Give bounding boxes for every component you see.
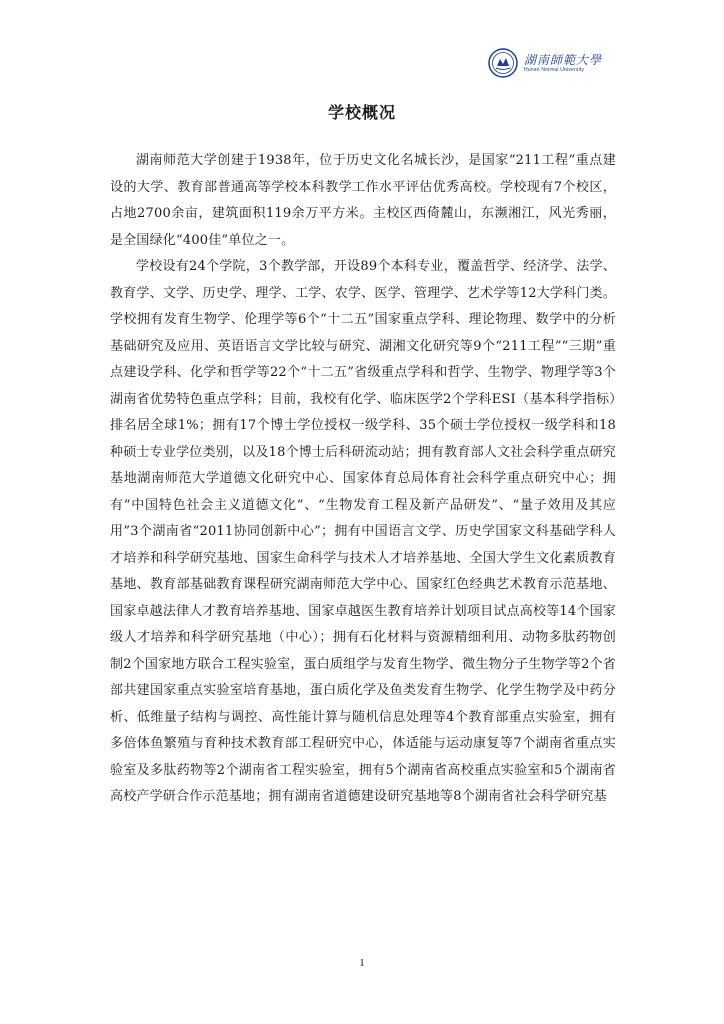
paragraph-disciplines: 学校设有24个学院，3个教学部，开设89个本科专业，覆盖哲学、经济学、法学、教育学、文学、历史学、理学、工学、农学、医学、管理学、艺术学等12大学科门类。学校拥有发育生物学、伦理学等6个“十二五”国家重点学科、理论物理、数学中的分析基础研究及应用、英语语言文学比较与研究、湖湘文化研究等9个“211工程”“三期”重点建设学科、化学和哲学等22个“十二五”省级重点学科和哲学、生物学、物理学等3个湖南省优势特色重点学科；目前，我校有化学、临床医学2个学科ESI（基本科学指标）排名居全球1%；拥有17个博士学位授权一级学科、35个硕士学位授权一级学科和18种硕士专业学位类别，以及18个博士后科研流动站；拥有教育部人文社会科学重点研究基地湖南师范大学道德文化研究中心、国家体育总局体育社会科学重点研究中心；拥有“中国特色社会主义道德文化”、“生物发育工程及新产品研发”、“量子效用及其应用”3个湖南省“2011协同创新中心”；拥有中国语言文学、历史学国家文科基础学科人才培养和科学研究基地、国家生命科学与技术人才培养基地、全国大学生文化素质教育基地、教育部基础教育课程研究湖南师范大学中心、国家红色经典艺术教育示范基地、国家卓越法律人才教育培养基地、国家卓越医生教育培养计划项目试点高校等14个国家级人才培养和科学研究基地（中心）；拥有石化材料与资源精细利用、动物多肽药物创制2个国家地方联合工程实验室，蛋白质组学与发育生物学、微生物分子生物学等2个省部共建国家重点实验室培育基地，蛋白质化学及鱼类发育生物学、化学生物学及中药分析、低维量子结构与调控、高性能计算与随机信息处理等4个教育部重点实验室，拥有多倍体鱼繁殖与育种技术教育部工程研究中心，体适能与运动康复等7个湖南省重点实验室及多肽药物等2个湖南省工程实验室，拥有5个湖南省高校重点实验室和5个湖南省高校产学研合作示范基地；拥有湖南省道德建设研究基地等8个湖南省社会科学研究基 [110, 259, 616, 804]
paragraph-intro: 湖南师范大学创建于1938年，位于历史文化名城长沙，是国家“211工程”重点建设的大学、教育部普通高等学校本科教学工作水平评估优秀高校。学校现有7个校区，占地2700余亩，建筑面积119余万平方米。主校区西倚麓山，东濒湘江，风光秀丽，是全国绿化“400佳”单位之一。 [110, 153, 616, 248]
university-logo [488, 46, 628, 80]
logo-english-name: Hunan Normal University [524, 66, 585, 73]
page-title: 学校概况 [327, 103, 396, 122]
logo-chinese-name: 湖南師範大學 [524, 52, 603, 67]
university-emblem-icon [488, 48, 518, 78]
document-body [110, 148, 616, 811]
page-number: 1 [359, 957, 365, 969]
